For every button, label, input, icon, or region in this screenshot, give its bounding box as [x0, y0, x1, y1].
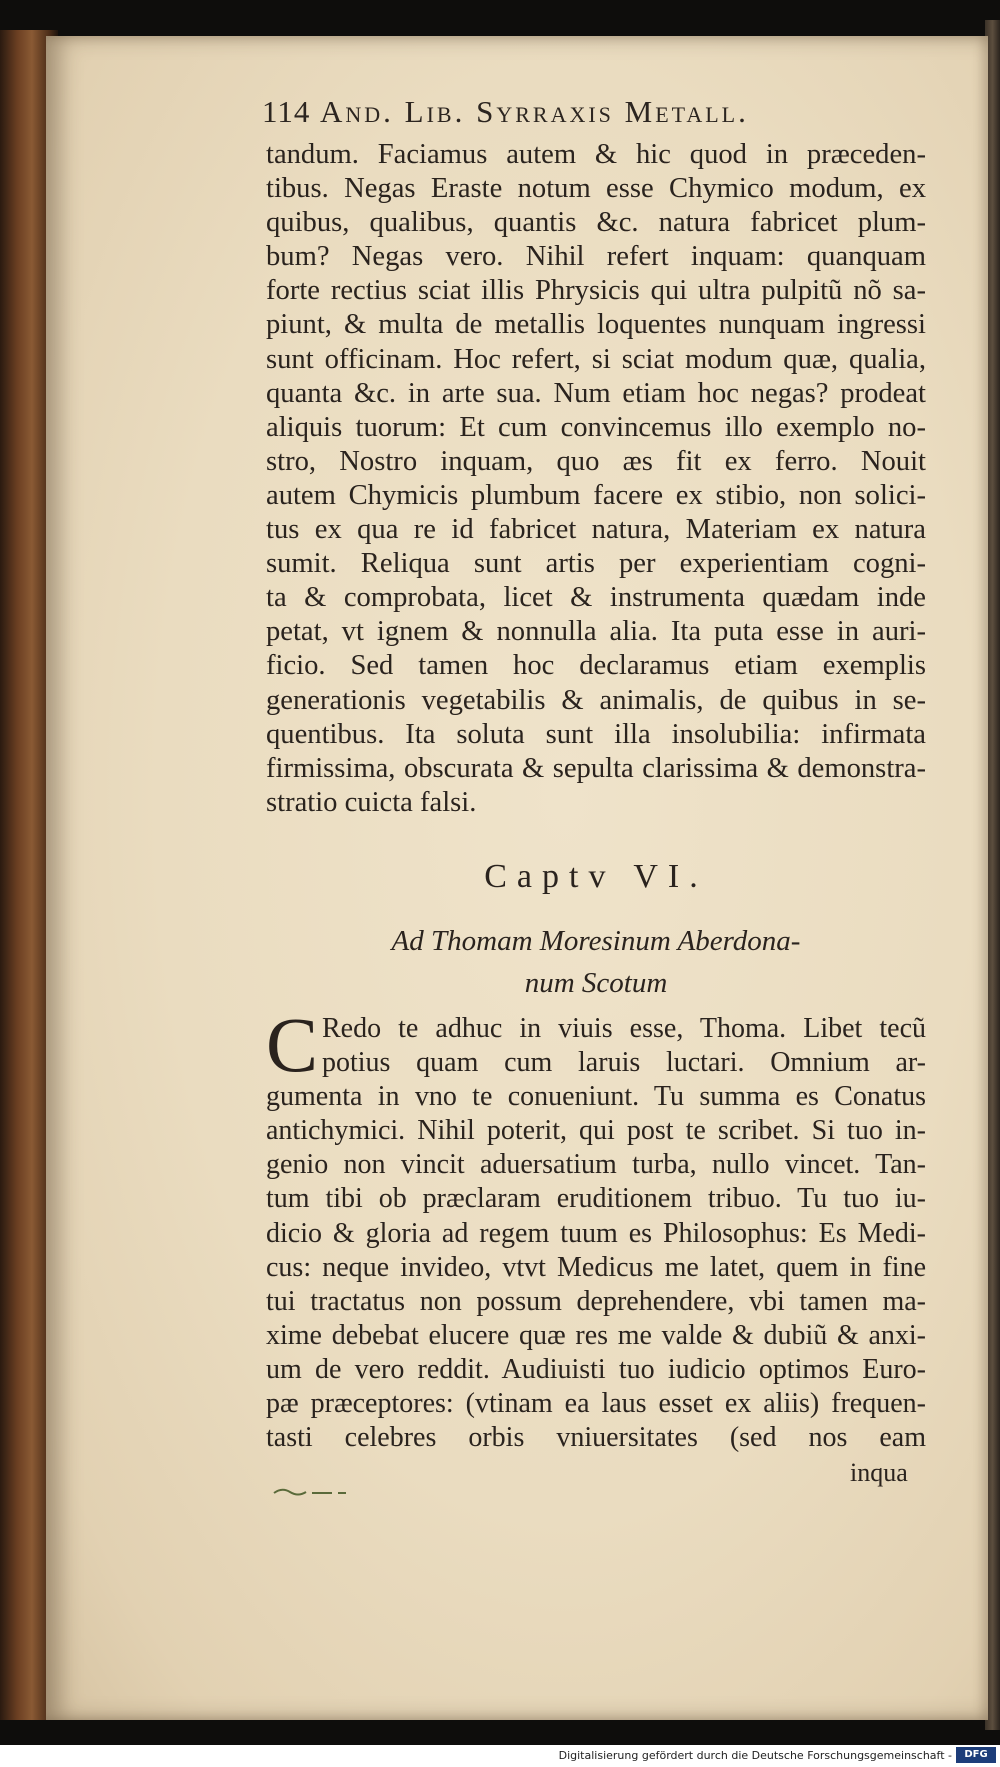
text-line: petat, vt ignem & nonnulla alia. Ita puta esse in auri-	[266, 616, 926, 648]
text-line: aliquis tuorum: Et cum convincemus illo exemplo no-	[266, 411, 926, 443]
subtitle-line: num Scotum	[524, 967, 668, 999]
text-line: autem Chymicis plumbum facere ex stibio, non solici-	[266, 479, 926, 511]
text-line: tum tibi ob præclaram eruditionem tribuo. Tu tuo iu-	[266, 1183, 926, 1215]
chapter-subtitle	[266, 920, 926, 1004]
ink-mark-ornament	[272, 1486, 362, 1498]
text-line: firmissima, obscurata & sepulta clarissima & demonstra-	[266, 752, 926, 784]
subtitle-line: Ad Thomam Moresinum Aberdona-	[391, 925, 801, 957]
page-header	[262, 94, 882, 130]
text-line: generationis vegetabilis & animalis, de quibus in se-	[266, 684, 926, 716]
paragraph-letter	[266, 1001, 926, 1455]
text-line: tus ex qua re id fabricet natura, Materiam ex natura	[266, 514, 926, 546]
text-line: bum? Negas vero. Nihil refert inquam: quanquam	[266, 241, 926, 273]
text-line: piunt, & multa de metallis loquentes nunquam ingressi	[266, 309, 926, 341]
text-line: pæ præceptores: (vtinam ea laus esset ex aliis) frequen-	[266, 1388, 926, 1420]
text-line: ficio. Sed tamen hoc declaramus etiam exemplis	[266, 650, 926, 682]
text-line: quanta &c. in arte sua. Num etiam hoc negas? prodeat	[266, 377, 926, 409]
paragraph-continuation	[266, 138, 926, 820]
drop-capital: C	[266, 1001, 319, 1088]
text-line: antichymici. Nihil poterit, qui post te scribet. Si tuo in-	[266, 1115, 926, 1147]
text-line: cus: neque invideo, vtvt Medicus me latet, quem in fine	[266, 1251, 926, 1283]
text-line: tibus. Negas Eraste notum esse Chymico modum, ex	[266, 173, 926, 205]
text-line: Redo te adhuc in viuis esse, Thoma. Libet tecũ	[322, 1013, 926, 1044]
catchword: inqua	[850, 1458, 908, 1487]
text-line: tui tractatus non possum deprehendere, vbi tamen ma-	[266, 1285, 926, 1317]
page-number: 114	[262, 94, 311, 129]
funding-credit: Digitalisierung gefördert durch die Deutsche Forschungsgemeinschaft -	[558, 1749, 952, 1762]
dfg-logo: DFG	[956, 1747, 996, 1763]
text-line: stratio cuicta falsi.	[266, 786, 477, 818]
text-line: xime debebat elucere quæ res me valde & dubiũ & anxi-	[266, 1319, 926, 1351]
text-line: tandum. Faciamus autem & hic quod in præceden-	[266, 139, 926, 170]
text-line: stro, Nostro inquam, quo æs fit ex ferro. Nouit	[266, 445, 926, 477]
text-line: gumenta in vno te conueniunt. Tu summa es Conatus	[266, 1081, 926, 1113]
text-line: quibus, qualibus, quantis &c. natura fabricet plum-	[266, 207, 926, 239]
text-line: potius quam cum laruis luctari. Omnium ar-	[322, 1047, 926, 1079]
text-line: tasti celebres orbis vniuersitates (sed nos eam	[266, 1422, 926, 1454]
chapter-heading: Captv VI.	[484, 858, 708, 895]
text-line: ta & comprobata, licet & instrumenta quædam inde	[266, 582, 926, 614]
running-title: And. Lib. Syrraxis Metall.	[320, 94, 749, 129]
text-line: quentibus. Ita soluta sunt illa insolubilia: infirmata	[266, 718, 926, 750]
text-line: sunt officinam. Hoc refert, si sciat modum quæ, qualia,	[266, 343, 926, 375]
text-line: dicio & gloria ad regem tuum es Philosophus: Es Medi-	[266, 1217, 926, 1249]
text-line: sumit. Reliqua sunt artis per experientiam cogni-	[266, 548, 926, 580]
text-line: um de vero reddit. Audiuisti tuo iudicio optimos Euro-	[266, 1353, 926, 1385]
text-line: forte rectius sciat illis Phrysicis qui ultra pulpitũ nõ sa-	[266, 275, 926, 307]
text-line: genio non vincit aduersatium turba, nullo vincet. Tan-	[266, 1149, 926, 1181]
